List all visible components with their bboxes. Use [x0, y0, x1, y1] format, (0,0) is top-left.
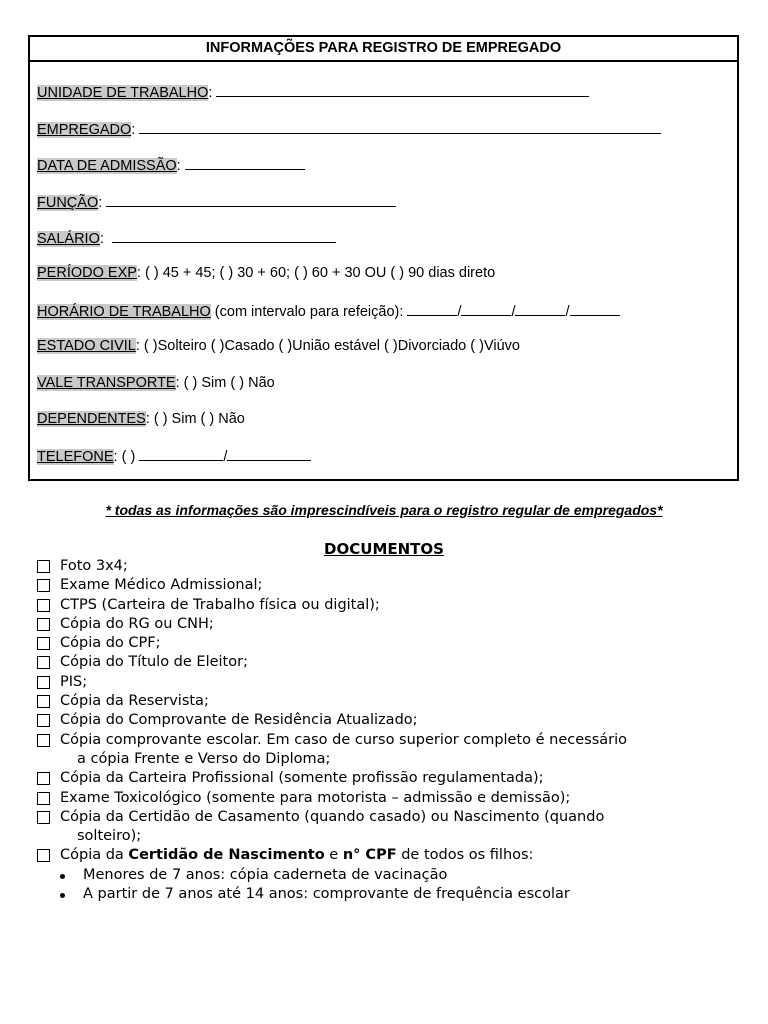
field-label: FUNÇÃO: [37, 195, 99, 211]
checklist-item: Cópia do Título de Eleitor;: [36, 653, 756, 672]
bullet-icon: [60, 874, 65, 879]
dependentes-options: : ( ) Sim ( ) Não: [145, 411, 245, 427]
blank-line[interactable]: [407, 301, 457, 316]
checkbox[interactable]: [37, 849, 50, 862]
documentos-title: DOCUMENTOS: [324, 540, 444, 558]
checkbox[interactable]: [37, 618, 50, 631]
checkbox[interactable]: [37, 811, 50, 824]
bullet-icon: [60, 893, 65, 898]
field-label: ESTADO CIVIL: [37, 338, 136, 354]
checkbox[interactable]: [37, 599, 50, 612]
blank-line[interactable]: [139, 446, 223, 461]
blank-line[interactable]: [227, 446, 311, 461]
employee-registration-form: [28, 35, 739, 481]
blank-line[interactable]: [461, 301, 511, 316]
required-info-note: * todas as informações são imprescindíveis para o registro regular de empregados*: [105, 502, 663, 518]
field-vale-transporte: [37, 374, 275, 392]
field-estado-civil: [37, 337, 520, 355]
checklist-item: Exame Médico Admissional;: [36, 576, 756, 595]
field-salario: SALÁRIO:: [37, 228, 336, 248]
bullet-item: Menores de 7 anos: cópia caderneta de vacinação: [36, 866, 756, 885]
form-title: INFORMAÇÕES PARA REGISTRO DE EMPREGADO: [30, 37, 737, 62]
documents-checklist: [36, 557, 756, 904]
field-label: PERÍODO EXP: [37, 265, 137, 281]
checklist-item: CTPS (Carteira de Trabalho física ou digital);: [36, 596, 756, 615]
estado-civil-options: : ( )Solteiro ( )Casado ( )União estável ( )Divorciado ( )Viúvo: [135, 338, 520, 354]
checkbox[interactable]: [37, 734, 50, 747]
field-dependentes: [37, 410, 245, 428]
field-unidade-de-trabalho: UNIDADE DE TRABALHO:: [37, 82, 589, 102]
blank-line[interactable]: [570, 301, 620, 316]
field-empregado: EMPREGADO:: [37, 119, 661, 139]
checklist-item: Cópia do RG ou CNH;: [36, 615, 756, 634]
field-label: DATA DE ADMISSÃO: [37, 158, 177, 174]
checklist-item: Exame Toxicológico (somente para motorista – admissão e demissão);: [36, 789, 756, 808]
blank-line[interactable]: [216, 82, 589, 97]
field-horario: HORÁRIO DE TRABALHO (com intervalo para refeição): / / /: [37, 301, 620, 321]
checkbox[interactable]: [37, 579, 50, 592]
field-label: HORÁRIO DE TRABALHO: [37, 304, 211, 320]
vale-options: : ( ) Sim ( ) Não: [175, 375, 275, 391]
field-label: UNIDADE DE TRABALHO: [37, 85, 209, 101]
bullet-item: A partir de 7 anos até 14 anos: comprovante de frequência escolar: [36, 885, 756, 904]
checklist-item: PIS;: [36, 673, 756, 692]
field-telefone: TELEFONE: ( ) /: [37, 446, 311, 466]
checkbox[interactable]: [37, 772, 50, 785]
checkbox[interactable]: [37, 714, 50, 727]
blank-line[interactable]: [106, 192, 396, 207]
checklist-item-continuation: solteiro);: [77, 828, 142, 845]
checkbox[interactable]: [37, 676, 50, 689]
checkbox[interactable]: [37, 656, 50, 669]
checklist-item: Cópia da Carteira Profissional (somente profissão regulamentada);: [36, 769, 756, 788]
checklist-item: Cópia do CPF;: [36, 634, 756, 653]
field-periodo-exp: [37, 264, 495, 282]
checkbox[interactable]: [37, 560, 50, 573]
checkbox[interactable]: [37, 637, 50, 650]
field-label: SALÁRIO: [37, 231, 100, 247]
checkbox[interactable]: [37, 792, 50, 805]
field-funcao: FUNÇÃO:: [37, 192, 396, 212]
checklist-item: Cópia comprovante escolar. Em caso de curso superior completo é necessário: [36, 731, 756, 750]
checklist-item: Cópia da Reservista;: [36, 692, 756, 711]
blank-line[interactable]: [185, 155, 305, 170]
blank-line[interactable]: [112, 228, 336, 243]
checklist-item-continuation: a cópia Frente e Verso do Diploma;: [77, 750, 331, 767]
blank-line[interactable]: [139, 119, 661, 134]
checklist-item-filhos: Cópia da Certidão de Nascimento e n° CPF de todos os filhos:: [36, 846, 756, 865]
blank-line[interactable]: [515, 301, 565, 316]
field-label: TELEFONE: [37, 449, 114, 465]
field-label: EMPREGADO: [37, 122, 132, 138]
field-label: VALE TRANSPORTE: [37, 375, 176, 391]
checklist-item: Foto 3x4;: [36, 557, 756, 576]
periodo-options: : ( ) 45 + 45; ( ) 30 + 60; ( ) 60 + 30 OU ( ) 90 dias direto: [136, 265, 496, 281]
checklist-item: Cópia do Comprovante de Residência Atualizado;: [36, 711, 756, 730]
field-data-admissao: DATA DE ADMISSÃO:: [37, 155, 305, 175]
field-label: DEPENDENTES: [37, 411, 146, 427]
checklist-item: Cópia da Certidão de Casamento (quando casado) ou Nascimento (quando: [36, 808, 756, 827]
checkbox[interactable]: [37, 695, 50, 708]
